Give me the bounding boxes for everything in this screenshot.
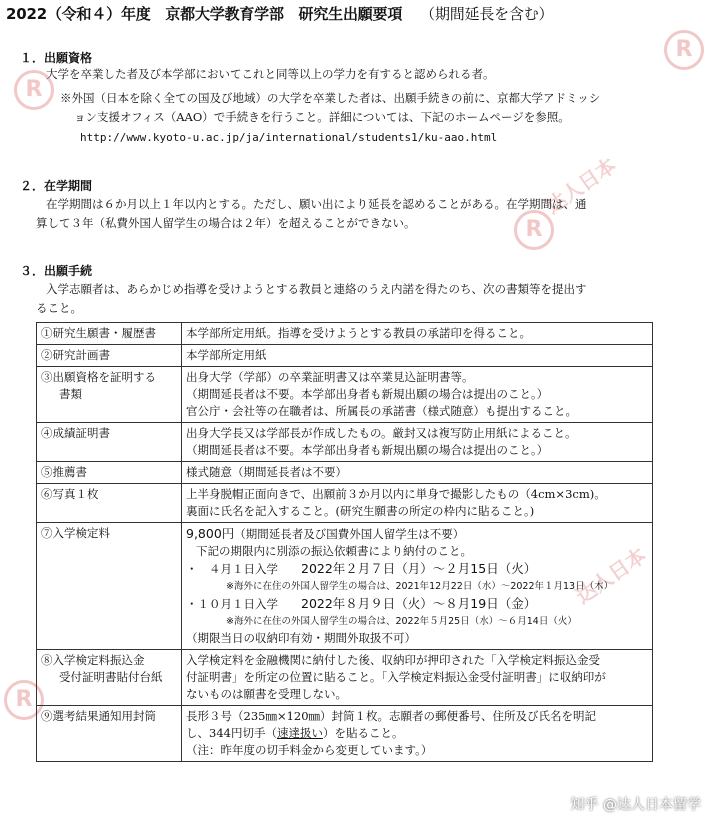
row-content: 上半身脱帽正面向きで、出願前３か月以内に単身で撮影したもの（4cm×3cm)。 裏面に氏名を記入すること。(研究生願書の所定の枠内に貼ること。) <box>182 484 653 523</box>
page-title <box>6 3 553 24</box>
watermark-text-1: 达人日本 <box>541 152 621 219</box>
row-label: ⑦入学検定料 <box>37 523 182 650</box>
table-row <box>37 323 653 345</box>
row-content: 長形３号（235㎜×120㎜）封筒１枚。志願者の郵便番号、住所及び氏名を明記 し、344円切手（速達扱い）を貼ること。 （注：昨年度の切手料金から変更しています。） <box>182 706 653 762</box>
table-row <box>37 706 653 762</box>
section-heading-eligibility: １．出願資格 <box>20 51 93 65</box>
zhihu-watermark: 知乎 @达人日本留学 <box>570 797 701 813</box>
express-mail-note: 速達扱い <box>276 726 323 740</box>
eligibility-line-3: ョン支援オフィス（AAO）で手続きを行うこと。詳細については、下記のホームページを参照。 <box>74 110 570 124</box>
period-line-1: 在学期間は６か月以上１年以内とする。ただし、願い出により延長を認めることがある。在学期間は、通 <box>46 197 587 211</box>
title-note: （期間延長を含む） <box>420 5 554 23</box>
row-label: ⑧入学検定料振込金 受付証明書貼付台紙 <box>37 650 182 706</box>
row-label: ⑨選考結果通知用封筒 <box>37 706 182 762</box>
fee-amount: 9,800円 <box>186 526 235 541</box>
row-label: ⑤推薦書 <box>37 462 182 484</box>
table-row <box>37 423 653 462</box>
row-label: ⑥写真１枚 <box>37 484 182 523</box>
row-content: 入学検定料を金融機関に納付した後、収納印が押印された「入学検定料振込金受 付証明書」を所定の位置に貼ること。「入学検定料振込金受付証明書」に収納印が ないものは願書を受理しない。 <box>182 650 653 706</box>
row-content: 出身大学長又は学部長が作成したもの。厳封又は複写防止用紙によること。 （期間延長者は不要。本学部出身者も新規出願の場合は提出のこと。） <box>182 423 653 462</box>
table-row <box>37 523 653 650</box>
section-heading-period: ２．在学期間 <box>20 179 93 193</box>
title-main: 2022（令和４）年度 京都大学教育学部 研究生出願要項 <box>6 5 403 23</box>
row-content: 9,800円（期間延長者及び国費外国人留学生は不要） 下記の期限内に別添の振込依頼書により納付のこと。 ・ ４月１日入学 2022年２月７日（月）～２月15日（火） ※海外に在住の外国人留学生の場合は、2021年12月22日（水）～2022年１月13日（木） ・１０月１日入学 2022年８月９日（火）～８月19日（金） ※海外に在住の外国人留学生の場合は、2022年５月25日（水）～６月14日（火） （期限当日の収納印有効・期間外取扱不可） <box>182 523 653 650</box>
table-row <box>37 462 653 484</box>
row-content: 本学部所定用紙。指導を受けようとする教員の承諾印を得ること。 <box>182 323 653 345</box>
row-content: 本学部所定用紙 <box>182 345 653 367</box>
watermark-logo-1: R <box>664 30 704 70</box>
table-row <box>37 367 653 423</box>
eligibility-line-1: 大学を卒業した者及び本学部においてこれと同等以上の学力を有すると認められる者。 <box>46 67 495 81</box>
watermark-logo-2: R <box>14 70 54 110</box>
procedure-line-1: 入学志願者は、あらかじめ指導を受けようとする教員と連絡のうえ内諾を得たのち、次の書類等を提出す <box>46 282 587 296</box>
watermark-logo-4: R <box>4 680 44 720</box>
row-content: 様式随意（期間延長者は不要） <box>182 462 653 484</box>
row-label: ③出願資格を証明する 書類 <box>37 367 182 423</box>
aao-link[interactable]: http://www.kyoto-u.ac.jp/ja/international/students1/ku-aao.html <box>80 131 498 144</box>
period-line-2: 算して３年（私費外国人留学生の場合は２年）を超えることができない。 <box>36 216 416 230</box>
row-label: ④成績証明書 <box>37 423 182 462</box>
row-content: 出身大学（学部）の卒業証明書又は卒業見込証明書等。 （期間延長者は不要。本学部出身者も新規出願の場合は提出のこと。） 官公庁・会社等の在職者は、所属長の承諾書（様式随意）も提出すること。 <box>182 367 653 423</box>
section-heading-procedure: ３．出願手続 <box>20 264 93 278</box>
row-label: ①研究生願書・履歴書 <box>37 323 182 345</box>
table-row <box>37 345 653 367</box>
eligibility-line-2: ※外国（日本を除く全ての国及び地域）の大学を卒業した者は、出願手続きの前に、京都大学アドミッシ <box>60 91 601 105</box>
documents-table <box>36 322 653 762</box>
procedure-line-2: ること。 <box>36 301 82 315</box>
watermark-logo-3: R <box>514 210 554 250</box>
table-row <box>37 484 653 523</box>
row-label: ②研究計画書 <box>37 345 182 367</box>
watermark-text-2: 达人日本 <box>571 542 651 609</box>
table-row <box>37 650 653 706</box>
